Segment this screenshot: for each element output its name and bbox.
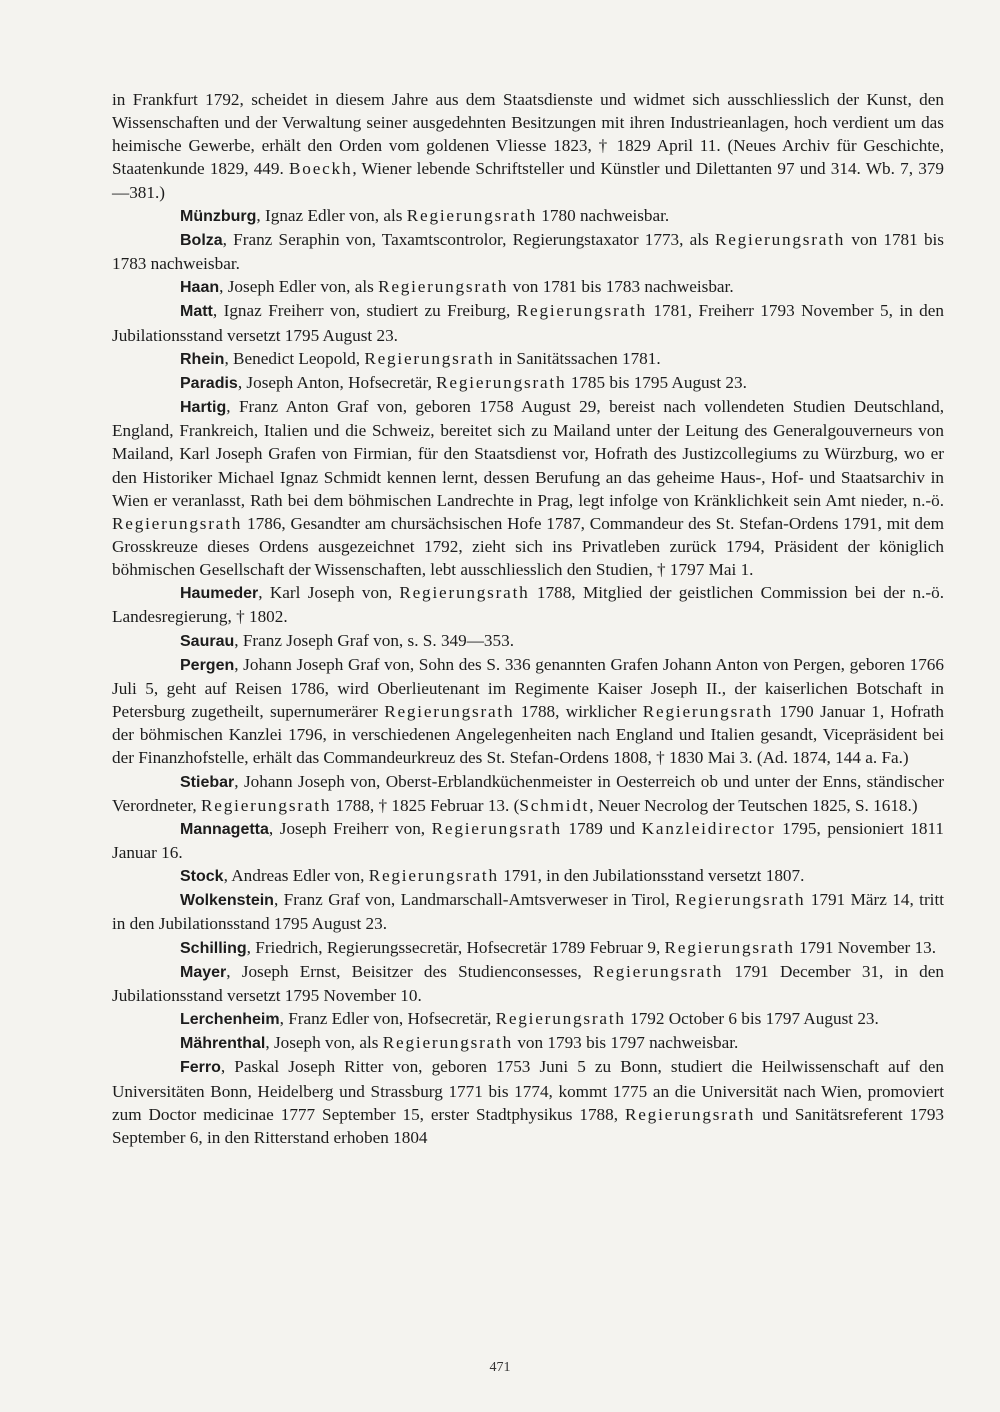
entry-text: von 1781 bis 1783 nachweisbar. <box>112 229 944 274</box>
spaced-term: Regierungsrath <box>642 702 773 722</box>
page-body <box>112 88 944 1149</box>
entry-name: Schilling <box>180 939 247 957</box>
entry-text: von 1793 bis 1797 nachweisbar. <box>513 1033 739 1053</box>
entry-name: Paradis <box>180 374 238 392</box>
entry-name: Ferro <box>180 1059 221 1077</box>
entry-text: und Sanitätsreferent 1793 September 6, in den Ritterstand erhoben 1804 <box>112 1104 945 1147</box>
register-entry <box>112 1031 944 1055</box>
register-entry <box>112 817 944 864</box>
register-entry <box>112 347 944 371</box>
spaced-term: Schmidt <box>519 795 590 815</box>
entry-text: 1780 nachweisbar. <box>536 205 670 225</box>
register-entry <box>112 653 944 770</box>
register-entry <box>112 770 944 817</box>
spaced-term: Regierungsrath <box>112 513 243 533</box>
spaced-term: Regierungsrath <box>378 277 509 297</box>
spaced-term: Regierungsrath <box>382 1033 514 1053</box>
entry-text: , Franz Joseph Graf von, s. S. 349—353. <box>234 630 515 650</box>
spaced-term: Regierungsrath <box>675 890 806 910</box>
entry-text: 1781, Freiherr 1793 November 5, in den Jubilationsstand versetzt 1795 August 23. <box>112 301 944 345</box>
entry-text: , Joseph von, als <box>265 1033 383 1053</box>
spaced-term: Regierungsrath <box>368 866 499 886</box>
entry-text: , Joseph Ernst, Beisitzer des Studienconsesses, <box>226 961 593 981</box>
entry-text: , Johann Joseph Graf von, Sohn des S. 336 genannten Grafen Johann Anton von Pergen, geboren 1766 Juli 5, geht auf Reisen 1786, wird Oberlieutenant im Regimente Kaiser Joseph II., der kaiserlichen Botschaft in Petersburg zugetheilt, supernumerärer <box>112 654 944 722</box>
register-entry <box>112 581 944 628</box>
spaced-term: Regierungsrath <box>201 795 332 815</box>
spaced-term: Regierungsrath <box>592 961 724 981</box>
entry-text: 1786, Gesandter am chursächsischen Hofe 1787, Commandeur des St. Stefan-Ordens 1791, mit dem Grosskreuze dieses Ordens ausgezeichnet 1792, zieht sich ins Privatleben zurück 1794, Präsident der königlich böhmischen Gesellschaft der Wissenschaften, lebt ausschliesslich den Studien, † 1797 Mai 1. <box>112 513 944 580</box>
register-entry <box>112 228 944 275</box>
entry-name: Rhein <box>180 350 225 368</box>
entry-text: , Franz Anton Graf von, geboren 1758 August 29, bereist nach vollendeten Studien Deutschland, England, Frankreich, Italien und die Schweiz, bereitet sich zu Mailand unter der Leitung des Generalgouverneurs von Mailand, Karl Joseph Grafen von Firmian, für den Staatsdienst vor, Hofrath des Justizcollegiums zu Würzburg, wo er den Historiker Michael Ignaz Schmidt kennen lernt, dessen Berufung an das geheime Haus-, Hof- und Staatsarchiv in Wien er veranlasst, Rath bei dem böhmischen Landrechte in Prag, legt infolge von Kränklichkeit sein Amt nieder, n.-ö. <box>112 397 944 510</box>
spaced-term: Regierungsrath <box>399 583 530 603</box>
register-entry <box>112 629 944 653</box>
spaced-term: Regierungsrath <box>364 348 495 368</box>
entry-name: Haumeder <box>180 585 259 603</box>
entry-text: , Neuer Necrolog der Teutschen 1825, S. 1618.) <box>589 795 918 815</box>
entry-name: Saurau <box>180 632 235 650</box>
register-entry <box>112 395 944 581</box>
entry-text: , Joseph Freiherr von, <box>268 818 432 838</box>
entry-text: , Franz Graf von, Landmarschall-Amtsverweser in Tirol, <box>273 890 676 910</box>
entry-name: Mährenthal <box>180 1035 266 1053</box>
entry-name: Mannagetta <box>180 820 269 838</box>
entry-name: Matt <box>180 303 213 321</box>
entry-text: 1792 October 6 bis 1797 August 23. <box>625 1009 879 1029</box>
entry-text: 1791 December 31, in den Jubilationsstand versetzt 1795 November 10. <box>112 961 944 1005</box>
register-entry <box>112 864 944 888</box>
entry-text: in Sanitätssachen 1781. <box>494 348 661 368</box>
entry-name: Mayer <box>180 963 227 981</box>
entry-name: Stock <box>180 868 224 886</box>
entry-text: , Joseph Edler von, als <box>219 277 379 297</box>
spaced-term: Regierungsrath <box>624 1104 756 1124</box>
entry-name: Münzburg <box>180 207 257 225</box>
entry-text: , Johann Joseph von, Oberst-Erblandküchenmeister in Oesterreich ob und unter der Enns, ständischer Verordneter, <box>112 771 944 815</box>
entry-text: , Franz Seraphin von, Taxamtscontrolor, Regierungstaxator 1773, als <box>222 229 715 249</box>
entry-name: Pergen <box>180 656 235 674</box>
register-entry <box>112 960 944 1007</box>
entry-name: Hartig <box>180 399 227 417</box>
entry-text: , Franz Edler von, Hofsecretär, <box>279 1009 496 1029</box>
entry-text: , Andreas Edler von, <box>223 866 369 886</box>
entry-text: von 1781 bis 1783 nachweisbar. <box>508 277 734 297</box>
entry-name: Wolkenstein <box>180 892 274 910</box>
register-entry <box>112 204 944 228</box>
spaced-term: Boeckh <box>289 159 353 179</box>
entry-name: Lerchenheim <box>180 1011 280 1029</box>
entry-text: in Frankfurt 1792, scheidet in diesem Jahre aus dem Staatsdienste und widmet sich ausschliesslich der Kunst, den Wissenschaften und der Verwaltung seiner ausgedehnten Besitzungen mit ihren Industrieanlagen, hoch verdient um das heimische Gewerbe, erhält den Orden vom goldenen Vliesse 1823, † 1829 April 11. (Neues Archiv für Geschichte, Staatenkunde 1829, 449. <box>112 90 944 179</box>
register-entry <box>112 936 944 960</box>
page-number: 471 <box>489 1360 511 1375</box>
entry-name: Haan <box>180 279 220 297</box>
entry-text: 1791 März 14, tritt in den Jubilationsstand 1795 August 23. <box>112 890 944 934</box>
spaced-term: Regierungsrath <box>516 301 647 321</box>
register-entry <box>112 1055 944 1149</box>
entry-text: , Wiener lebende Schriftsteller und Künstler und Dilettanten 97 und 314. Wb. 7, 379—381.) <box>112 159 944 202</box>
entry-text: 1789 und <box>561 818 642 838</box>
register-entry <box>112 888 944 935</box>
entry-text: 1788, † 1825 Februar 13. ( <box>331 795 520 815</box>
entry-text: 1791, in den Jubilationsstand versetzt 1807. <box>498 866 805 886</box>
entry-text: 1790 Januar 1, Hofrath der böhmischen Kanzlei 1796, in verschiedenen Angelegenheiten nach England und Italien gesandt, Vicepräsident bei der Finanzhofstelle, erhält das Commandeurkreuz des St. Stefan-Ordens 1808, † 1830 Mai 3. (Ad. 1874, 144 a. Fa.) <box>112 702 944 768</box>
register-entry <box>112 299 944 346</box>
register-entry <box>112 1007 944 1031</box>
spaced-term: Regierungsrath <box>406 205 537 225</box>
entry-text: 1788, Mitglied der geistlichen Commission bei der n.-ö. Landesregierung, † 1802. <box>112 583 945 627</box>
entry-text: 1795, pensioniert 1811 Januar 16. <box>112 818 944 862</box>
entry-name: Stiebar <box>180 773 235 791</box>
entry-text: , Benedict Leopold, <box>224 348 365 368</box>
spaced-term: Regierungsrath <box>384 702 515 722</box>
spaced-term: Regierungsrath <box>664 937 795 957</box>
spaced-term: Regierungsrath <box>714 229 846 249</box>
entry-text: 1791 November 13. <box>794 937 937 957</box>
entry-text: 1785 bis 1795 August 23. <box>566 372 747 392</box>
entry-text: , Friedrich, Regierungssecretär, Hofsecretär 1789 Februar 9, <box>246 937 665 957</box>
entry-name: Bolza <box>180 231 223 249</box>
spaced-term: Regierungsrath <box>495 1009 626 1029</box>
continued-paragraph <box>112 88 944 204</box>
spaced-term: Regierungsrath <box>436 372 567 392</box>
entry-text: 1788, wirklicher <box>514 702 643 722</box>
spaced-term: Kanzleidirector <box>641 818 776 838</box>
entry-text: , Karl Joseph von, <box>258 583 400 603</box>
register-entry <box>112 275 944 299</box>
register-entry <box>112 371 944 395</box>
entry-text: , Paskal Joseph Ritter von, geboren 1753 Juni 5 zu Bonn, studiert die Heilwissenschaft auf den Universitäten Bonn, Heidelberg und Strassburg 1771 bis 1774, kommt 1775 an die Universität nach Wien, promoviert zum Doctor medicinae 1777 September 15, erster Stadtphysikus 1788, <box>112 1057 944 1124</box>
entry-text: , Ignaz Edler von, als <box>256 205 407 225</box>
entry-text: , Joseph Anton, Hofsecretär, <box>237 372 437 392</box>
entry-text: , Ignaz Freiherr von, studiert zu Freiburg, <box>212 301 517 321</box>
spaced-term: Regierungsrath <box>431 818 562 838</box>
